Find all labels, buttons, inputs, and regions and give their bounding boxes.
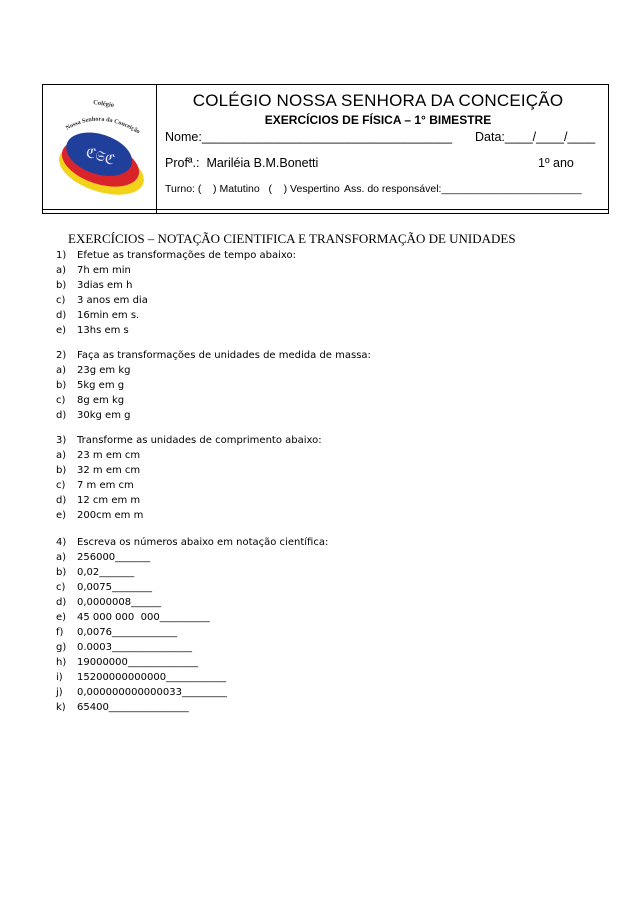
item-mark: e)	[56, 510, 67, 521]
item-text: 7 m em cm	[77, 480, 134, 491]
item-text: 200cm em m	[77, 510, 144, 521]
item-text: 65400________________	[77, 702, 189, 713]
list-item	[56, 323, 296, 338]
prompt-text: Efetue as transformações de tempo abaixo:	[77, 250, 297, 261]
list-item	[56, 595, 328, 610]
guardian-signature-field[interactable]: Ass. do responsável:________________________	[344, 183, 582, 195]
teacher-name: Profª.: Mariléia B.M.Bonetti	[165, 156, 319, 170]
item-text: 3 anos em dia	[77, 295, 148, 306]
item-mark: d)	[56, 597, 67, 608]
list-item	[56, 625, 328, 640]
list-item	[56, 278, 296, 293]
list-item	[56, 378, 371, 393]
item-text: 15200000000000____________	[77, 672, 227, 683]
item-text: 12 cm em m	[77, 495, 141, 506]
item-mark: k)	[56, 702, 66, 713]
item-text: 0,0075________	[77, 582, 152, 593]
logo-text-top: Colégio	[92, 99, 115, 109]
item-text: 23 m em cm	[77, 450, 141, 461]
item-text: 0,02_______	[77, 567, 135, 578]
item-text: 0,0076_____________	[77, 627, 177, 638]
item-mark: b)	[56, 465, 67, 476]
item-text: 0.0003________________	[77, 642, 192, 653]
logo-emblem	[53, 124, 153, 204]
item-text: 5kg em g	[77, 380, 125, 391]
item-text: 30kg em g	[77, 410, 131, 421]
name-field[interactable]: Nome:____________________________________	[165, 130, 453, 144]
item-mark: g)	[56, 642, 67, 653]
item-mark: b)	[56, 567, 67, 578]
list-item	[56, 448, 322, 463]
item-mark: c)	[56, 395, 66, 406]
list-item	[56, 565, 328, 580]
list-item	[56, 655, 328, 670]
item-mark: a)	[56, 450, 67, 461]
list-item	[56, 550, 328, 565]
prompt-text: Escreva os números abaixo em notação científica:	[77, 537, 329, 548]
list-item	[56, 685, 328, 700]
exercise-prompt	[56, 348, 371, 363]
header-box	[42, 84, 609, 214]
exercise-number: 2)	[56, 350, 67, 361]
exercise-prompt	[56, 433, 322, 448]
school-name: COLÉGIO NOSSA SENHORA DA CONCEIÇÃO	[192, 91, 564, 110]
prompt-text: Transforme as unidades de comprimento abaixo:	[77, 435, 322, 446]
prompt-text: Faça as transformações de unidades de medida de massa:	[77, 350, 371, 361]
item-text: 8g em kg	[77, 395, 125, 406]
item-text: 13hs em s	[77, 325, 129, 336]
list-item	[56, 493, 322, 508]
item-mark: a)	[56, 365, 67, 376]
item-text: 0,000000000000033_________	[77, 687, 227, 698]
date-field[interactable]: Data:____/____/____	[475, 130, 596, 144]
logo-text-arc	[65, 116, 142, 136]
school-logo	[53, 90, 153, 210]
list-item	[56, 308, 296, 323]
exercise-4	[56, 535, 328, 715]
exercise-3	[56, 433, 322, 523]
exercise-number: 4)	[56, 537, 67, 548]
item-mark: f)	[56, 627, 64, 638]
item-text: 45 000 000 000__________	[77, 612, 210, 623]
list-item	[56, 640, 328, 655]
list-item	[56, 363, 371, 378]
exercise-prompt	[56, 535, 328, 550]
item-mark: d)	[56, 310, 67, 321]
list-item	[56, 463, 322, 478]
item-text: 0,0000008______	[77, 597, 162, 608]
item-mark: c)	[56, 582, 66, 593]
logo-monogram-icon: ℭ𝔖ℭ	[83, 144, 117, 169]
item-text: 19000000______________	[77, 657, 198, 668]
exercise-2	[56, 348, 371, 423]
item-mark: i)	[56, 672, 63, 683]
item-mark: a)	[56, 265, 67, 276]
exercise-1	[56, 248, 296, 338]
item-mark: d)	[56, 410, 67, 421]
section-title: EXERCÍCIOS – NOTAÇÃO CIENTIFICA E TRANSFORMAÇÃO DE UNIDADES	[68, 231, 516, 246]
item-mark: c)	[56, 295, 66, 306]
list-item	[56, 700, 328, 715]
item-text: 3dias em h	[77, 280, 133, 291]
exam-subtitle: EXERCÍCIOS DE FÍSICA – 1° BIMESTRE	[264, 113, 492, 127]
item-text: 32 m em cm	[77, 465, 141, 476]
item-mark: a)	[56, 552, 67, 563]
item-mark: j)	[56, 687, 63, 698]
list-item	[56, 408, 371, 423]
exercise-number: 3)	[56, 435, 67, 446]
grade-label: 1º ano	[538, 156, 574, 170]
item-text: 7h em min	[77, 265, 131, 276]
list-item	[56, 393, 371, 408]
list-item	[56, 610, 328, 625]
item-mark: h)	[56, 657, 67, 668]
logo-text-arc-path: Nossa Senhora da Conceição	[64, 115, 142, 136]
item-mark: b)	[56, 380, 67, 391]
item-mark: e)	[56, 612, 67, 623]
list-item	[56, 263, 296, 278]
list-item	[56, 478, 322, 493]
item-text: 256000_______	[77, 552, 151, 563]
item-text: 23g em kg	[77, 365, 131, 376]
item-mark: e)	[56, 325, 67, 336]
exercise-number: 1)	[56, 250, 67, 261]
list-item	[56, 670, 328, 685]
item-mark: b)	[56, 280, 67, 291]
list-item	[56, 508, 322, 523]
list-item	[56, 580, 328, 595]
item-text: 16min em s.	[77, 310, 140, 321]
shift-checkboxes[interactable]: Turno: ( ) Matutino ( ) Vespertino	[165, 183, 340, 195]
exercise-prompt	[56, 248, 296, 263]
item-mark: c)	[56, 480, 66, 491]
list-item	[56, 293, 296, 308]
item-mark: d)	[56, 495, 67, 506]
